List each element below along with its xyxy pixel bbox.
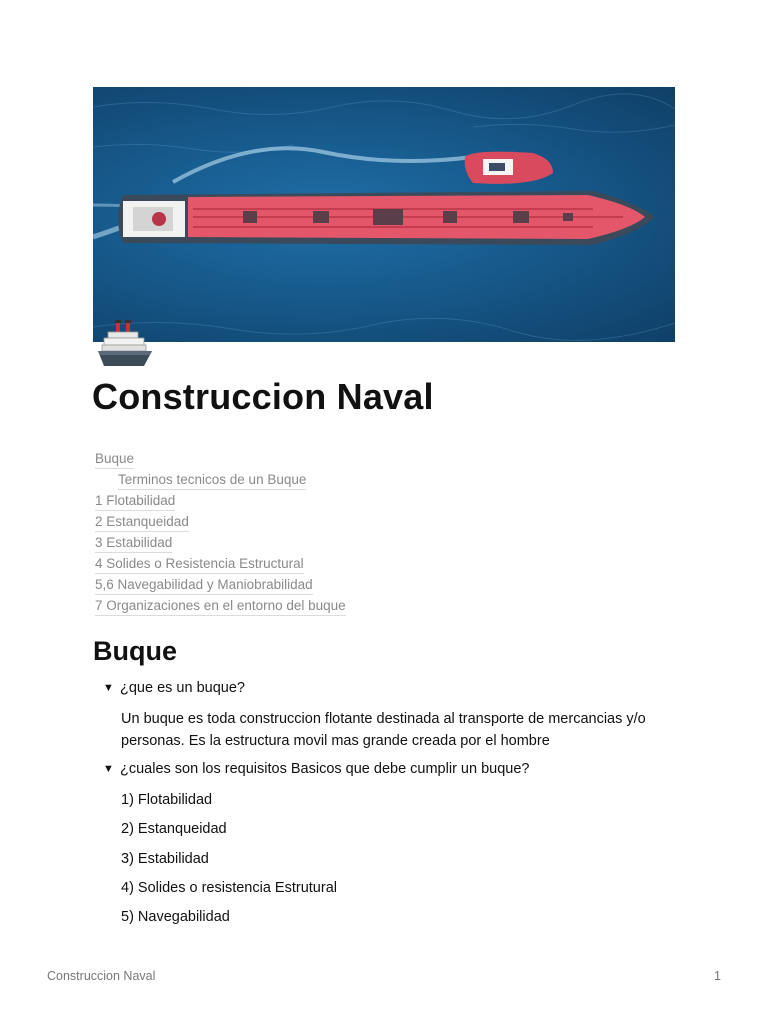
footer-doc-title: Construccion Naval — [47, 969, 156, 983]
page-title: Construccion Naval — [92, 376, 434, 417]
toc-link-estabilidad[interactable]: 3 Estabilidad — [95, 534, 172, 553]
toc-link-flotabilidad[interactable]: 1 Flotabilidad — [95, 492, 175, 511]
toggle-requisitos[interactable] — [103, 761, 529, 777]
list-item: 5) Navegabilidad — [121, 909, 230, 925]
list-item: 1) Flotabilidad — [121, 792, 213, 808]
section-heading: Buque — [93, 636, 177, 666]
toc-link-buque[interactable]: Buque — [95, 450, 134, 469]
toc-link-navegabilidad[interactable]: 5,6 Navegabilidad y Maniobrabilidad — [95, 576, 313, 595]
cover-image — [93, 87, 675, 342]
toggle-content: Un buque es toda construccion flotante destinada al transporte de mercancias y/o personas. Es la estructura movil mas grande creada por el hombre — [121, 711, 646, 749]
ship-illustration — [93, 87, 675, 342]
toc-link-terminos[interactable]: Terminos tecnicos de un Buque — [118, 471, 306, 490]
list-item: 4) Solides o resistencia Estrutural — [121, 880, 337, 896]
toc-link-organizaciones[interactable]: 7 Organizaciones en el entorno del buque — [95, 597, 346, 616]
toggle-que-es-buque[interactable] — [103, 680, 245, 696]
toc-link-estanqueidad[interactable]: 2 Estanqueidad — [95, 513, 189, 532]
toc-link-solides[interactable]: 4 Solides o Resistencia Estructural — [95, 555, 304, 574]
table-of-contents — [95, 450, 346, 618]
ship-icon — [96, 318, 156, 372]
list-item: 3) Estabilidad — [121, 851, 209, 867]
toggle-triangle-icon[interactable]: ▼ — [103, 763, 114, 775]
footer-page-number: 1 — [714, 969, 721, 983]
toggle-label: ¿que es un buque? — [120, 680, 245, 696]
toggle-triangle-icon[interactable]: ▼ — [103, 682, 114, 694]
toggle-label: ¿cuales son los requisitos Basicos que debe cumplir un buque? — [120, 761, 530, 777]
list-item: 2) Estanqueidad — [121, 821, 227, 837]
